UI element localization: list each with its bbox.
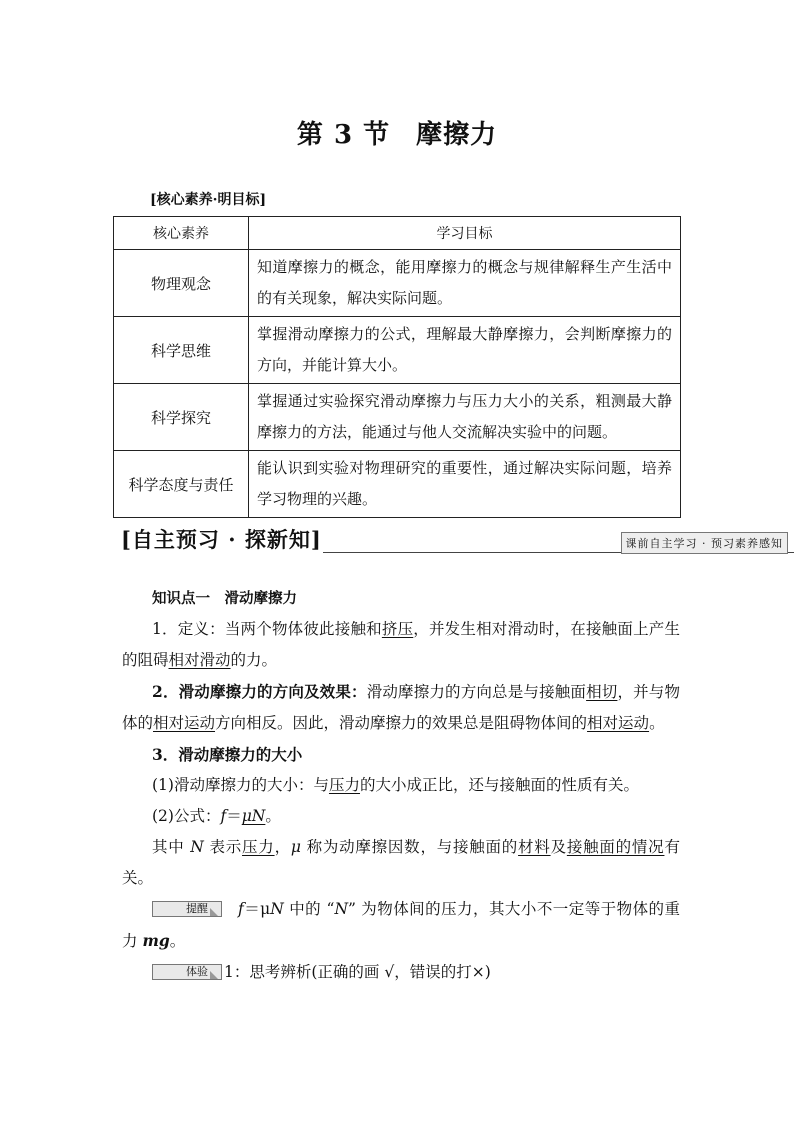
goals-table	[113, 216, 681, 518]
formula-symbol: mg	[142, 931, 170, 950]
formula-symbol: f	[220, 807, 227, 825]
text: 方向相反。因此，滑动摩擦力的效果总是阻碍物体间的	[215, 714, 588, 732]
text: 及	[550, 838, 567, 856]
answer-blank: 相切	[586, 683, 618, 701]
header-core: 核心素养	[114, 217, 249, 250]
answer-blank: 接触面的情况	[566, 838, 665, 856]
text: 的大小成正比，还与接触面的性质有关。	[359, 776, 639, 794]
text: ，	[274, 838, 291, 856]
practice-chip: 体验	[152, 964, 222, 980]
text: ＝	[226, 807, 242, 825]
answer-blank: 材料	[518, 838, 551, 856]
row-category: 物理观念	[114, 250, 249, 317]
practice-paragraph	[122, 957, 680, 988]
section-tag: 课前自主学习 · 预习素养感知	[621, 532, 789, 554]
formula-symbol: N	[190, 838, 204, 856]
formula-symbol: N	[270, 900, 284, 918]
row-category: 科学探究	[114, 384, 249, 451]
formula-symbol: N	[334, 900, 348, 918]
size-heading: 3．滑动摩擦力的大小	[152, 745, 303, 764]
direction-paragraph	[122, 676, 680, 739]
text: 其中	[152, 838, 191, 856]
row-category: 科学思维	[114, 317, 249, 384]
answer-blank: 挤压	[381, 620, 414, 638]
goals-heading: [核心素养·明目标]	[150, 192, 267, 208]
answer-blank: 相对运动	[587, 714, 650, 732]
table-row	[114, 451, 681, 518]
content-body	[122, 583, 680, 988]
formula-paragraph	[122, 801, 680, 832]
row-goal: 掌握滑动摩擦力的公式，理解最大静摩擦力，会判断摩擦力的方向，并能计算大小。	[249, 317, 681, 384]
page-title	[0, 114, 794, 151]
tip-chip: 提醒	[152, 901, 222, 917]
text: 2．滑动摩擦力的方向及效果：	[152, 682, 367, 701]
tip-paragraph	[122, 894, 680, 957]
table-row	[114, 384, 681, 451]
knowledge-point-title: 知识点一 滑动摩擦力	[152, 590, 297, 607]
text: ” 为物体间的压力，其大小不一定等于物体的重力	[122, 900, 681, 950]
text: 1：思考辨析(正确的画 √，错误的打×)	[224, 963, 491, 981]
text: 滑动摩擦力的方向总是与接触面	[366, 683, 587, 701]
row-goal: 知道摩擦力的概念，能用摩擦力的概念与规律解释生产生活中的有关现象，解决实际问题。	[249, 250, 681, 317]
text: 1．定义：当两个物体彼此接触和	[152, 620, 382, 638]
text: ，并与物体的	[122, 683, 680, 732]
text: 表示	[203, 838, 243, 856]
row-category: 科学态度与责任	[114, 451, 249, 518]
answer-blank: 相对运动	[153, 714, 216, 732]
answer-blank: μN	[241, 807, 266, 825]
answer-blank: 压力	[242, 838, 275, 856]
text: 的力。	[230, 651, 278, 669]
text: 中的 “	[283, 900, 335, 918]
text: 。	[265, 807, 281, 825]
text: 。	[169, 932, 186, 950]
text: 称为动摩擦因数，与接触面的	[300, 838, 519, 856]
formula-symbol: f	[238, 900, 244, 918]
row-goal: 能认识到实验对物理研究的重要性，通过解决实际问题，培养学习物理的兴趣。	[249, 451, 681, 518]
text: ＝μ	[243, 900, 271, 918]
definition-paragraph	[122, 614, 680, 676]
row-goal: 掌握通过实验探究滑动摩擦力与压力大小的关系，粗测最大静摩擦力的方法，能通过与他人交流解决实验中的问题。	[249, 384, 681, 451]
section-title: [自主预习 · 探新知]	[121, 527, 322, 552]
formula-symbol: μ	[290, 838, 301, 856]
header-goal: 学习目标	[249, 217, 681, 250]
goals-header-row	[114, 217, 681, 250]
explain-paragraph	[122, 832, 680, 894]
table-row	[114, 250, 681, 317]
text: (2)公式：	[152, 807, 221, 825]
section-name: 摩擦力	[416, 120, 498, 150]
section-bar	[113, 524, 794, 554]
text: (1)滑动摩擦力的大小：与	[152, 776, 329, 794]
answer-blank: 相对滑动	[168, 651, 231, 669]
section-number: 第 3 节	[296, 120, 391, 150]
size-paragraph	[122, 770, 680, 801]
text: ，并发生相对滑动时，在接触面上产生的阻碍	[122, 620, 680, 669]
text: 。	[649, 714, 665, 732]
table-row	[114, 317, 681, 384]
text: 有关。	[122, 838, 680, 887]
answer-blank: 压力	[328, 776, 360, 794]
